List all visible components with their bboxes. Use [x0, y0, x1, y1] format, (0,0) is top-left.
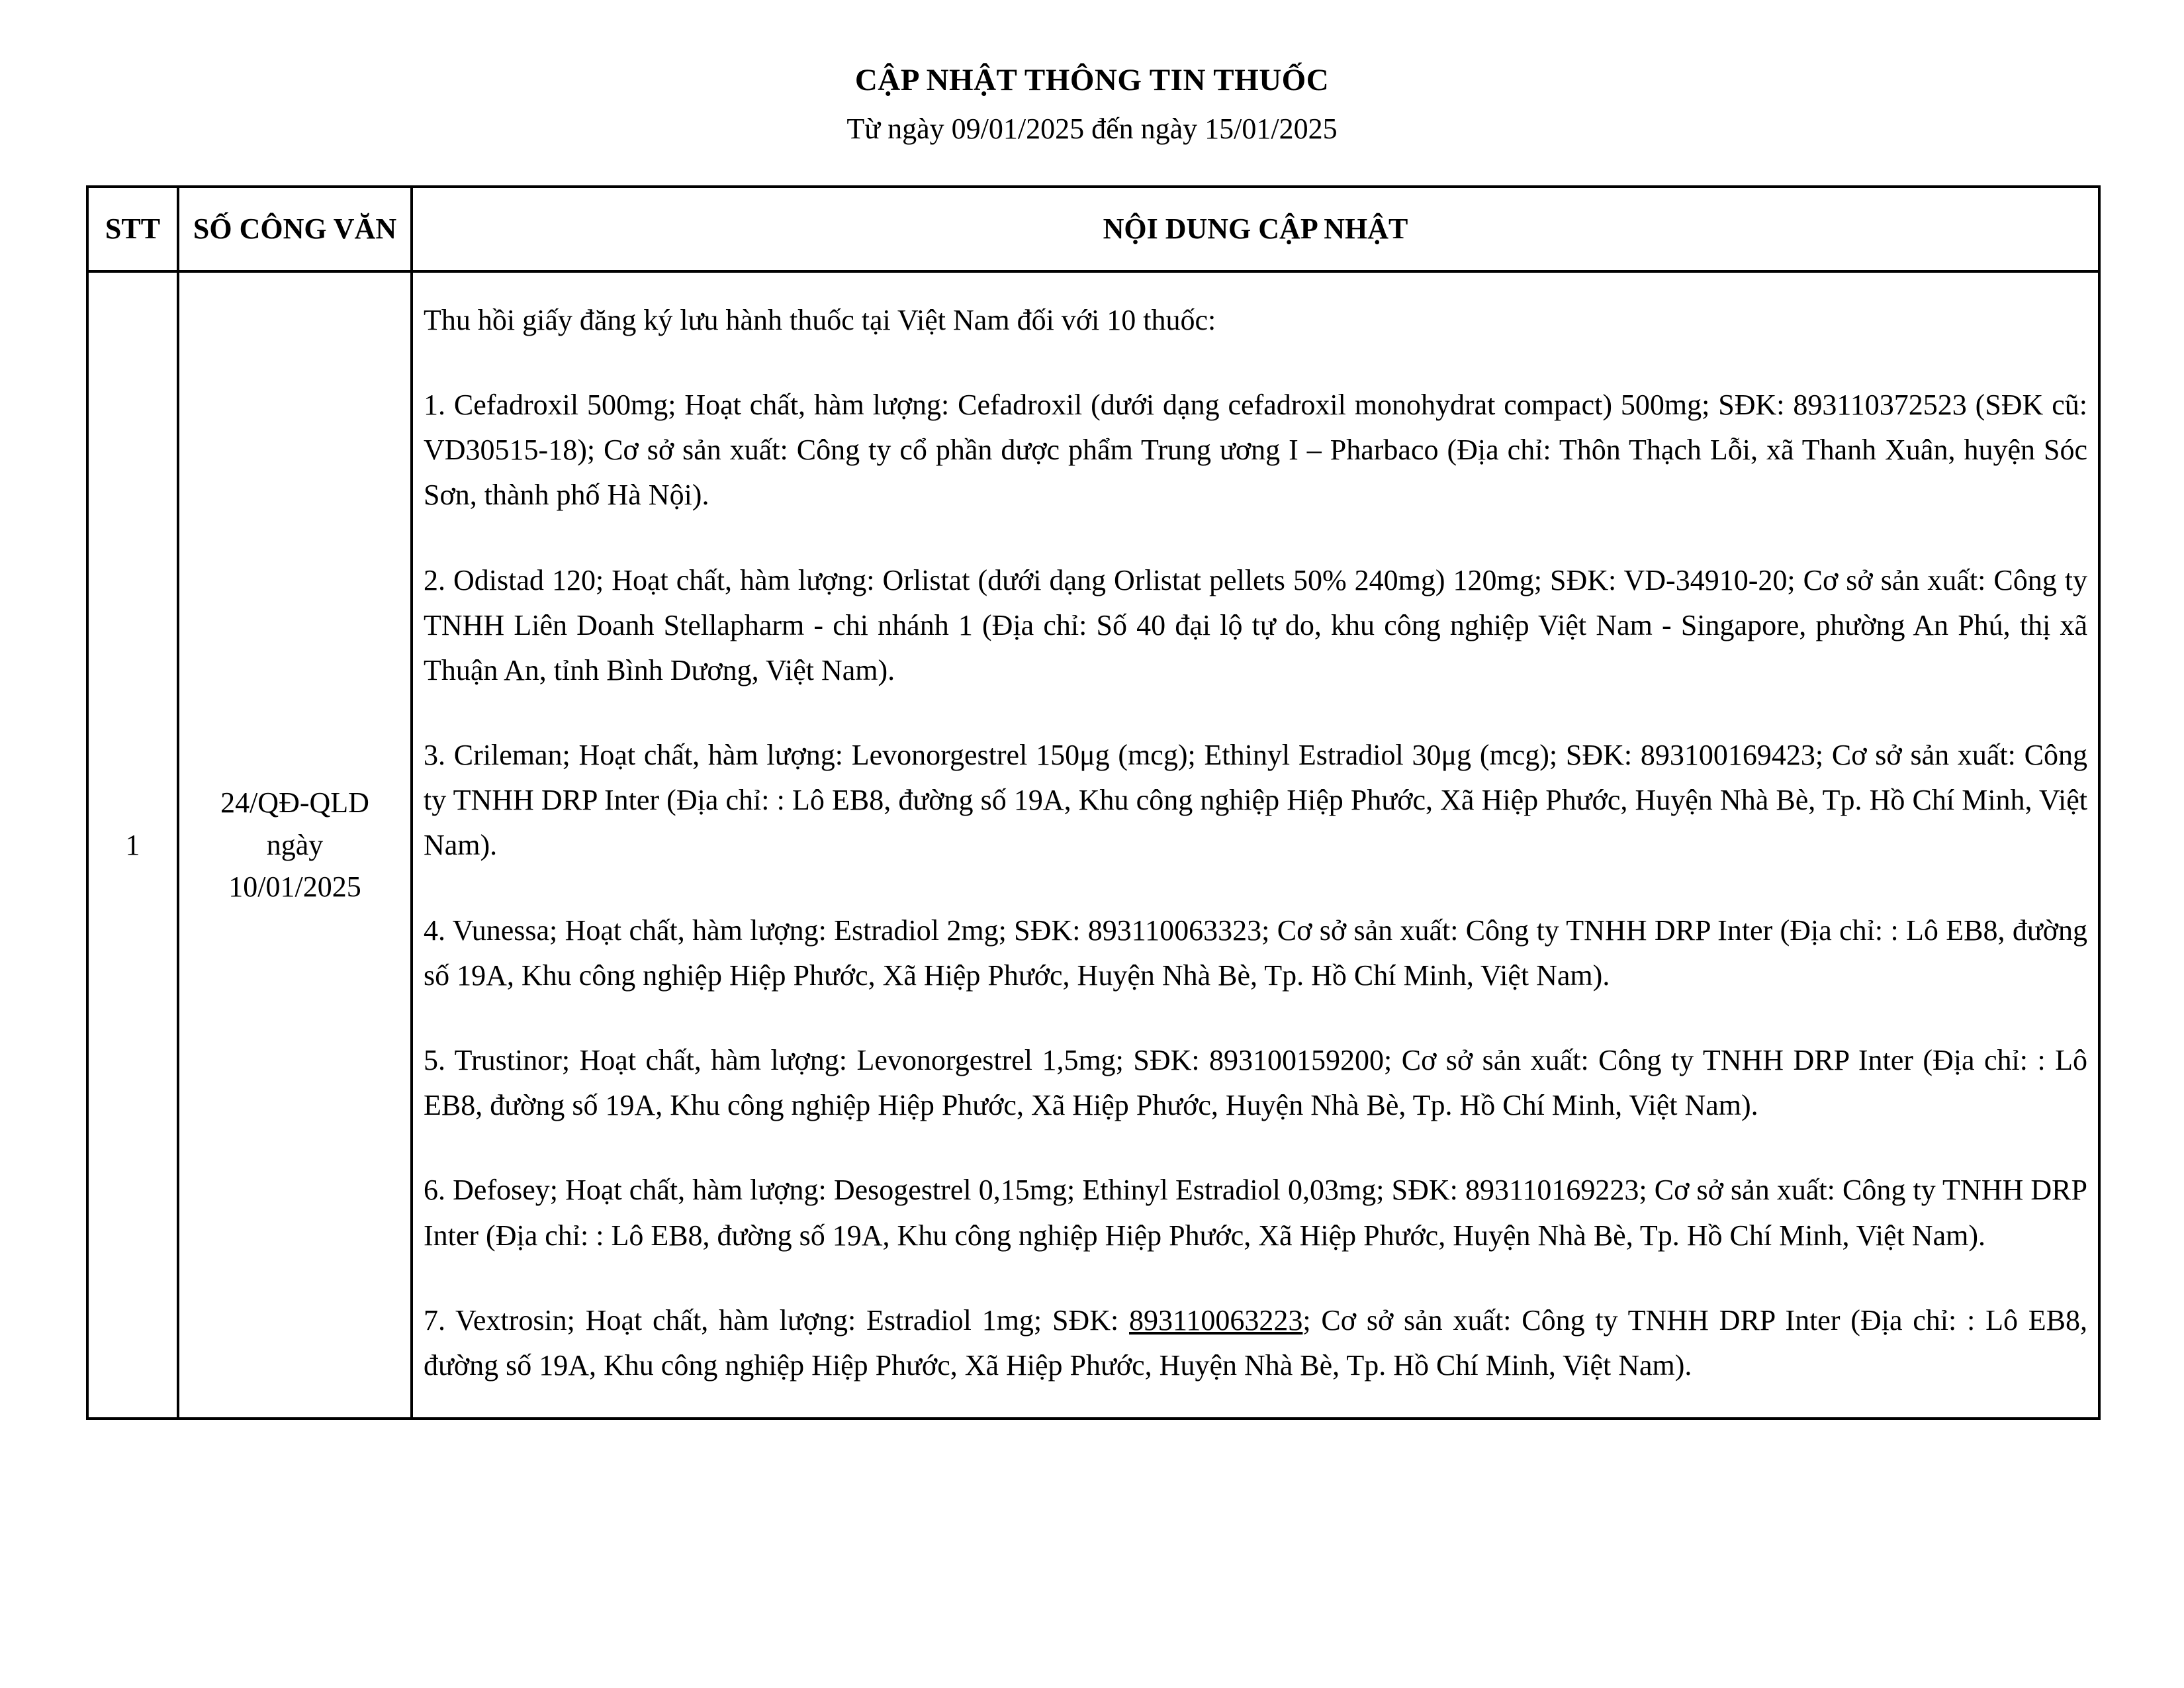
- drug-item-7-text: 7. Vextrosin; Hoạt chất, hàm lượng: Estradiol 1mg; SĐK:: [424, 1303, 1130, 1336]
- drug-item-5: 5. Trustinor; Hoạt chất, hàm lượng: Levonorgestrel 1,5mg; SĐK: 893100159200; Cơ sở sản xuất: Công ty TNHH DRP Inter (Địa chỉ: : Lô EB8, đường số 19A, Khu công nghiệp Hiệp Phước, Xã Hiệp Phước, Huyện Nhà Bè, Tp. Hồ Chí Minh, Việt Nam).: [424, 1044, 2087, 1122]
- recall-intro: Thu hồi giấy đăng ký lưu hành thuốc tại Việt Nam đối với 10 thuốc:: [424, 303, 1216, 336]
- drug-item-7: [424, 1298, 2087, 1388]
- document-number-cell: [178, 271, 412, 1419]
- drug-update-table: [86, 185, 2101, 1420]
- row-number-cell: 1: [87, 271, 178, 1419]
- page-subtitle: Từ ngày 09/01/2025 đến ngày 15/01/2025: [846, 112, 1338, 145]
- drug-item-4: 4. Vunessa; Hoạt chất, hàm lượng: Estradiol 2mg; SĐK: 893110063323; Cơ sở sản xuất: Công ty TNHH DRP Inter (Địa chỉ: : Lô EB8, đường số 19A, Khu công nghiệp Hiệp Phước, Xã Hiệp Phước, Huyện Nhà Bè, Tp. Hồ Chí Minh, Việt Nam).: [424, 914, 2087, 992]
- document-number-line: 10/01/2025: [228, 870, 361, 904]
- drug-item-6: 6. Defosey; Hoạt chất, hàm lượng: Desogestrel 0,15mg; Ethinyl Estradiol 0,03mg; SĐK: 893110169223; Cơ sở sản xuất: Công ty TNHH DRP Inter (Địa chỉ: : Lô EB8, đường số 19A, Khu công nghiệp Hiệp Phước, Xã Hiệp Phước, Huyện Nhà Bè, Tp. Hồ Chí Minh, Việt Nam).: [424, 1174, 2087, 1252]
- drug-item-1: 1. Cefadroxil 500mg; Hoạt chất, hàm lượng: Cefadroxil (dưới dạng cefadroxil monohydrat compact) 500mg; SĐK: 893110372523 (SĐK cũ: VD30515-18); Cơ sở sản xuất: Công ty cổ phần dược phẩm Trung ương I – Pharbaco (Địa chỉ: Thôn Thạch Lỗi, xã Thanh Xuân, huyện Sóc Sơn, thành phố Hà Nội).: [424, 388, 2087, 512]
- drug-item-7-text: ; Cơ sở sản xuất: Công ty TNHH DRP Inter (Địa chỉ: : Lô EB8, đường số 19A, Khu công nghiệp Hiệp Phước, Xã Hiệp Phước, Huyện Nhà Bè, Tp. Hồ Chí Minh, Việt Nam).: [424, 1303, 2087, 1382]
- table-row: [87, 271, 2099, 1419]
- update-content-cell: [412, 271, 2099, 1419]
- page-title: CẬP NHẬT THÔNG TIN THUỐC: [854, 63, 1330, 97]
- drug-item-7-sdk-underlined: 893110063223: [1129, 1303, 1303, 1336]
- table-header-row: [87, 187, 2099, 271]
- header-cell-so-cong-van: SỐ CÔNG VĂN: [178, 187, 412, 271]
- document-number-line: 24/QĐ-QLD: [220, 786, 369, 819]
- document-number-line: ngày: [266, 828, 324, 861]
- drug-item-3: 3. Crileman; Hoạt chất, hàm lượng: Levonorgestrel 150μg (mcg); Ethinyl Estradiol 30μg (mcg); SĐK: 893100169423; Cơ sở sản xuất: Công ty TNHH DRP Inter (Địa chỉ: : Lô EB8, đường số 19A, Khu công nghiệp Hiệp Phước, Xã Hiệp Phước, Huyện Nhà Bè, Tp. Hồ Chí Minh, Việt Nam).: [424, 739, 2087, 862]
- drug-item-2: 2. Odistad 120; Hoạt chất, hàm lượng: Orlistat (dưới dạng Orlistat pellets 50% 240mg) 120mg; SĐK: VD-34910-20; Cơ sở sản xuất: Công ty TNHH Liên Doanh Stellapharm - chi nhánh 1 (Địa chỉ: Số 40 đại lộ tự do, khu công nghiệp Việt Nam - Singapore, phường An Phú, thị xã Thuận An, tỉnh Bình Dương, Việt Nam).: [424, 563, 2087, 686]
- header-cell-noi-dung: NỘI DUNG CẬP NHẬT: [412, 187, 2099, 271]
- header-cell-stt: STT: [87, 187, 178, 271]
